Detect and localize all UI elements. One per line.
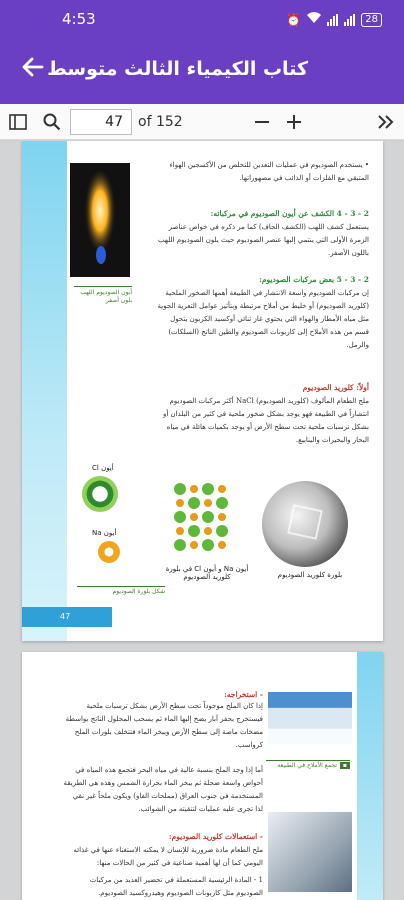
- signal-2-icon: [344, 14, 355, 26]
- pdf-page: [22, 652, 383, 900]
- signal-icon: [327, 14, 338, 26]
- status-icons: [286, 12, 382, 27]
- subsection-heading: أولاً: كلوريد الصوديوم: [302, 383, 369, 392]
- flame-test-image: [70, 163, 130, 277]
- battery-icon: 28: [361, 13, 382, 27]
- paragraph: 1 - المادة الرئيسية المستعملة في تحضير العديد من مركبات الصوديوم مثل كاربونات الصوديوم وهيدروكسيد الصوديوم.: [89, 876, 263, 897]
- paragraph: ملح الطعام مادة ضرورية للإنسان لا يمكنه الاستغناء عنها في غذائه اليومي كما أن لها أهمية صناعية في كثير من الحالات منها:: [73, 846, 263, 867]
- double-chevron-right-icon[interactable]: [372, 108, 400, 136]
- section-heading: - استعمالات كلوريد الصوديوم:: [168, 832, 263, 841]
- section-heading: - استخراجه:: [224, 690, 263, 699]
- pdf-toolbar: [0, 104, 404, 140]
- page-number-badge: 47: [22, 607, 112, 627]
- salt-shaker-photo: [268, 812, 352, 892]
- pdf-page: [22, 141, 383, 641]
- status-time: 4:53: [62, 10, 96, 28]
- sidebar-toggle-icon[interactable]: [4, 108, 32, 136]
- paragraph: أما إذا وجد الملح بنسبة عالية في مياه البحر فتجمع هذه المياه في أحواض واسعة ضحلة ثم يبخر الماء بحرارة الشمس وهذه هي الطريقة المستخدمة في جنوب العراق (مملحات الفاو) ويكون ملحاً غير نقي لذا تجرى عليه عمليات لتنقيته من الشوائب.: [63, 766, 263, 813]
- sodium-ion-figure: [98, 541, 120, 563]
- status-bar: [0, 0, 404, 40]
- paragraph: إن مركبات الصوديوم واسعة الانتشار في الطبيعة أهمها الصخور الملحية (كلوريد الصوديوم) أو خليط من أملاح مرتبطة وبتأثير عوامل التعرية الجوية مثل مياه الأمطار والهواء التي يحتوي غاز ثنائي أوكسيد الكربون يتحول قسم من هذه الأملاح إلى كاربونات الصوديوم والطين الناتج (السلكات) والرمل.: [157, 289, 369, 349]
- flame-caption: أيون الصوديوم اللهب بلون أصفر: [74, 286, 132, 305]
- intro-paragraph: • يستخدم الصوديوم في عمليات التعدين للتخلص من الأكسجين الهواء المتبقي مع الفلزات أو الذائب في مصهوراتها.: [169, 161, 369, 182]
- paragraph: يستعمل كشف اللهب (الكشف الجاف) كما مر ذكره في خواص عناصر الزمرة الأولى التي ينتمي إليها عنصر الصوديوم حيث يلون الصوديوم اللهب باللون الأصفر.: [158, 223, 369, 257]
- cl-ion-label: أيون Cl: [92, 464, 114, 472]
- nacl-lattice-figure: [172, 481, 234, 561]
- back-arrow-icon[interactable]: [16, 54, 50, 88]
- section-heading: 2 - 3 - 5 بعض مركبات الصوديوم:: [259, 275, 369, 284]
- chloride-ion-figure: [82, 476, 118, 512]
- search-icon[interactable]: [38, 108, 66, 136]
- app-bar: [0, 40, 404, 104]
- figure-caption: شكل بلورة الصوديوم: [77, 586, 165, 595]
- alarm-icon: ⏰: [286, 12, 302, 27]
- zoom-out-icon[interactable]: [248, 108, 276, 136]
- figure-number-badge: ▪: [340, 762, 350, 769]
- na-ion-label: أيون Na: [92, 529, 117, 537]
- section-heading: 2 - 3 - 4 الكشف عن أيون الصوديوم في مركباته:: [210, 209, 369, 218]
- wifi-icon: [307, 12, 321, 27]
- photo-caption: [266, 760, 350, 769]
- salt-crystal-photo: [262, 481, 348, 567]
- crystal-label: بلورة كلوريد الصوديوم: [277, 571, 343, 579]
- page-side-strip: [357, 652, 383, 900]
- page-count: of 152: [138, 114, 183, 130]
- paragraph: إذا كان الملح موجوداً تحت سطح الأرض بشكل ترسبات ملحية فيستخرج بحفر آبار يضخ إليها الماء ثم يسحب المحلول الناتج بواسطة مضخات ماصة إلى سطح الأرض ويبخر الماء فتتخلف بلورات الملح كرواسب.: [65, 702, 263, 749]
- lattice-label: أيون Na و أيون Cl في بلورة كلوريد الصوديوم: [165, 565, 249, 581]
- page-number-input[interactable]: [70, 109, 132, 135]
- paragraph: ملح الطعام المألوف (كلوريد الصوديوم) NaCl أكثر مركبات الصوديوم انتشاراً في الطبيعة فهو يوجد بشكل صخور ملحية في كثير من البلدان أو بشكل ترسبات ملحية تحت سطح الأرض أو يوجد بكميات هائلة في مياه البحار والبحيرات والينابيع.: [162, 397, 369, 444]
- page-side-strip: [22, 141, 67, 641]
- salt-field-photo: [268, 692, 352, 744]
- document-viewer[interactable]: [0, 141, 404, 900]
- zoom-in-icon[interactable]: [280, 108, 308, 136]
- photo-caption-text: تجمع الأملاح في الطبيعة: [277, 762, 337, 769]
- page-title: كتاب الكيمياء الثالث متوسط: [47, 58, 308, 80]
